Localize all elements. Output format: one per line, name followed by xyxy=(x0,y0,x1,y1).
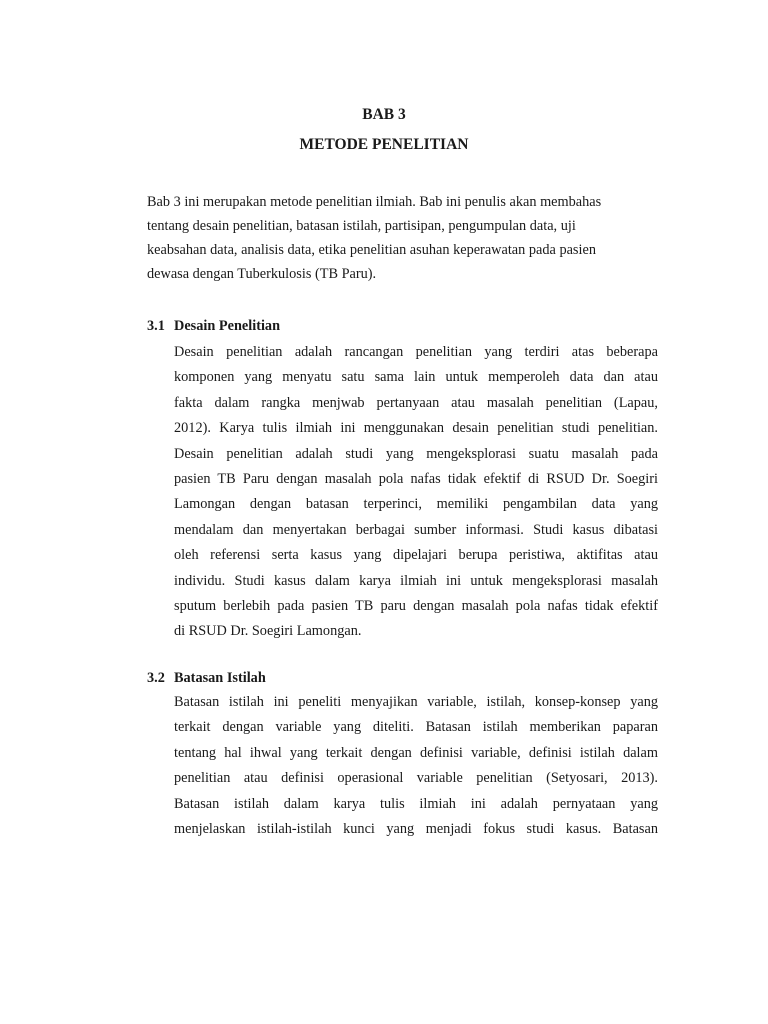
section-heading-batasan-istilah xyxy=(147,668,266,688)
body-line: Batasan istilah ini peneliti menyajikan variable, istilah, konsep-konsep yang xyxy=(174,694,658,710)
intro-line: dewasa dengan Tuberkulosis (TB Paru). xyxy=(147,266,377,282)
body-line: Desain penelitian adalah rancangan penelitian yang terdiri atas beberapa xyxy=(174,344,658,360)
body-line: sputum berlebih pada pasien TB paru dengan masalah pola nafas tidak efektif xyxy=(174,597,658,614)
body-line: menjelaskan istilah-istilah kunci yang menjadi fokus studi kasus. Batasan xyxy=(174,820,658,837)
chapter-title: METODE PENELITIAN xyxy=(299,136,469,153)
intro-line: Bab 3 ini merupakan metode penelitian ilmiah. Bab ini penulis akan membahas xyxy=(147,194,602,210)
body-line: terkait dengan variable yang diteliti. Batasan istilah memberikan paparan xyxy=(174,719,658,736)
body-line: komponen yang menyatu satu sama lain untuk memperoleh data dan atau xyxy=(174,369,658,386)
body-line: 2012). Karya tulis ilmiah ini menggunakan desain penelitian studi penelitian. xyxy=(174,420,658,437)
body-line: fakta dalam rangka menjwab pertanyaan atau masalah penelitian (Lapau, xyxy=(174,394,658,411)
body-line: individu. Studi kasus dalam karya ilmiah ini untuk mengeksplorasi masalah xyxy=(174,572,658,589)
body-line: Desain penelitian adalah studi yang mengeksplorasi suatu masalah pada xyxy=(174,445,658,462)
body-line: Batasan istilah dalam karya tulis ilmiah ini adalah pernyataan yang xyxy=(174,795,658,812)
section-heading-desain-penelitian xyxy=(147,316,280,336)
section-body-desain-penelitian xyxy=(174,340,658,645)
section-body-batasan-istilah xyxy=(174,690,658,842)
section-title: Batasan Istilah xyxy=(174,670,266,686)
body-line: pasien TB Paru dengan masalah pola nafas tidak efektif di RSUD Dr. Soegiri xyxy=(174,470,658,487)
intro-line: tentang desain penelitian, batasan istilah, partisipan, pengumpulan data, uji xyxy=(147,218,576,234)
body-line: mendalam dan menyertakan berbagai sumber informasi. Studi kasus dibatasi xyxy=(174,521,658,538)
section-number: 3.1 xyxy=(147,318,165,334)
section-number: 3.2 xyxy=(147,670,165,686)
body-line: di RSUD Dr. Soegiri Lamongan. xyxy=(174,623,362,640)
chapter-number: BAB 3 xyxy=(362,106,406,123)
section-title: Desain Penelitian xyxy=(174,318,281,334)
body-line: Lamongan dengan batasan terperinci, memiliki pengambilan data yang xyxy=(174,496,658,513)
body-line: oleh referensi serta kasus yang dipelajari berupa peristiwa, aktifitas atau xyxy=(174,547,658,564)
intro-paragraph xyxy=(147,190,647,286)
body-line: tentang hal ihwal yang terkait dengan definisi variable, definisi istilah dalam xyxy=(174,744,658,761)
intro-line: keabsahan data, analisis data, etika penelitian asuhan keperawatan pada pasien xyxy=(147,242,596,258)
body-line: penelitian atau definisi operasional variable penelitian (Setyosari, 2013). xyxy=(174,770,658,787)
